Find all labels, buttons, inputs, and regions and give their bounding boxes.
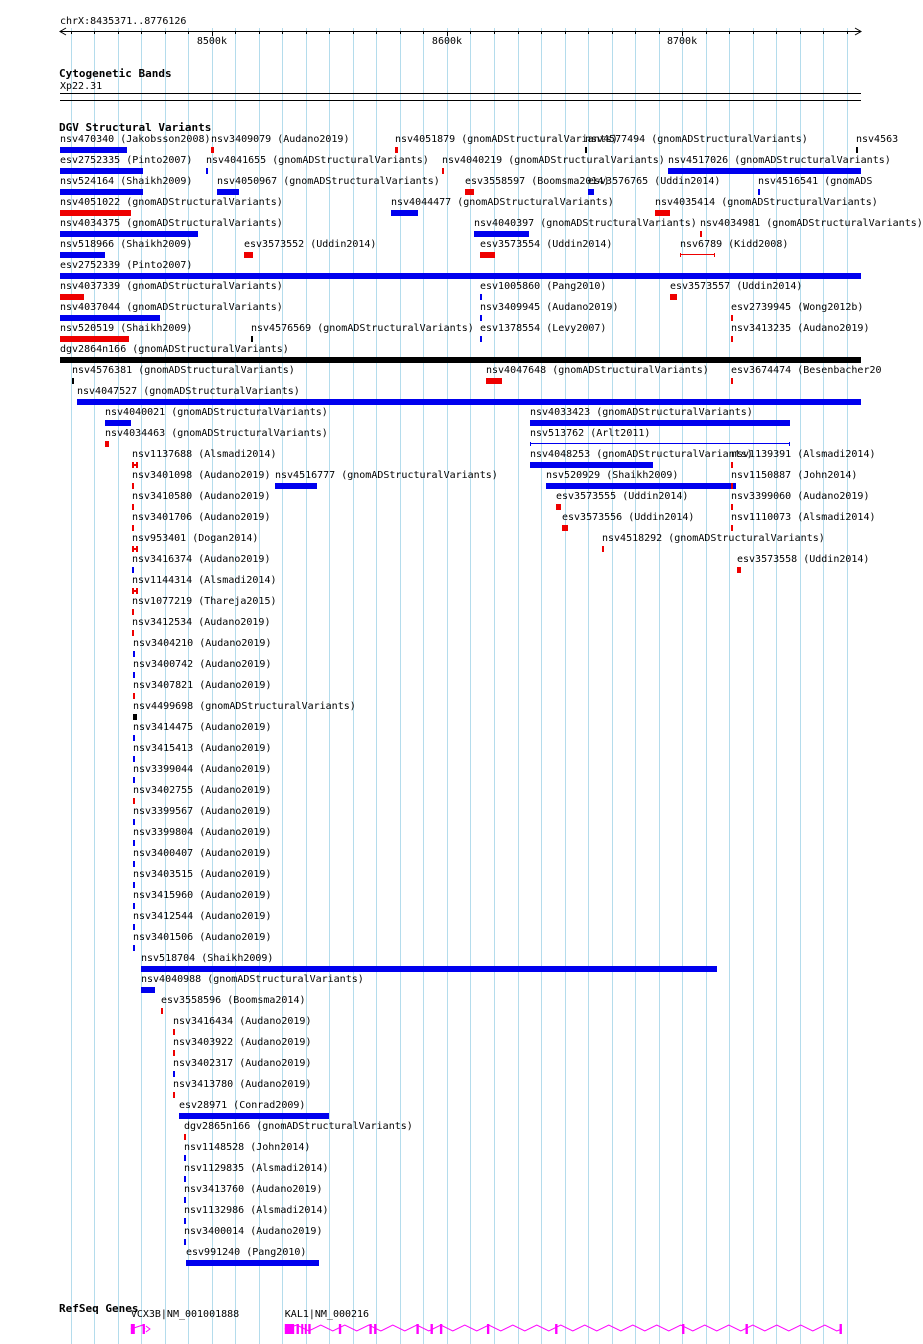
variant-label[interactable]: nsv518704 (Shaikh2009) bbox=[141, 953, 274, 964]
gene-exon bbox=[339, 1324, 341, 1334]
variant-label[interactable]: nsv4035414 (gnomADStructuralVariants) bbox=[655, 197, 878, 208]
variant-label[interactable]: nsv4040397 (gnomADStructuralVariants) bbox=[474, 218, 697, 229]
variant-bar[interactable] bbox=[474, 231, 529, 237]
variant-bar[interactable] bbox=[546, 483, 736, 489]
variant-bar[interactable] bbox=[731, 483, 733, 489]
variant-bar[interactable] bbox=[132, 630, 134, 636]
variant-label[interactable]: esv1005860 (Pang2010) bbox=[480, 281, 607, 292]
variant-bar[interactable] bbox=[132, 462, 138, 468]
variant-label[interactable]: nsv4576381 (gnomADStructuralVariants) bbox=[72, 365, 295, 376]
cytoband-bottom-line bbox=[60, 100, 861, 101]
variant-label[interactable]: nsv1139391 (Alsmadi2014) bbox=[731, 449, 876, 460]
variant-label[interactable]: nsv3415413 (Audano2019) bbox=[133, 743, 272, 754]
variant-bar[interactable] bbox=[211, 147, 214, 153]
variant-bar[interactable] bbox=[141, 966, 717, 972]
variant-label[interactable]: nsv1144314 (Alsmadi2014) bbox=[132, 575, 277, 586]
variant-label[interactable]: nsv3413780 (Audano2019) bbox=[173, 1079, 312, 1090]
variant-bar[interactable] bbox=[133, 840, 135, 846]
gene-exon bbox=[682, 1324, 684, 1334]
variant-bar[interactable] bbox=[480, 336, 482, 342]
variant-bar[interactable] bbox=[670, 294, 677, 300]
ruler-tick-label: 8600k bbox=[431, 36, 463, 47]
gene-exon bbox=[297, 1324, 299, 1334]
variant-label[interactable]: nsv3407821 (Audano2019) bbox=[133, 680, 272, 691]
variant-bar[interactable] bbox=[758, 189, 760, 195]
variant-bar[interactable] bbox=[60, 168, 143, 174]
variant-bar[interactable] bbox=[480, 252, 495, 258]
gene-exon bbox=[746, 1324, 748, 1334]
variant-bar[interactable] bbox=[133, 735, 135, 741]
cytoband-label: Xp22.31 bbox=[60, 81, 103, 92]
variant-bar[interactable] bbox=[700, 231, 702, 237]
variant-label[interactable]: esv3573557 (Uddin2014) bbox=[670, 281, 803, 292]
gene-exon bbox=[431, 1324, 433, 1334]
variant-label[interactable]: nsv3399044 (Audano2019) bbox=[133, 764, 272, 775]
variant-label[interactable]: nsv3412544 (Audano2019) bbox=[133, 911, 272, 922]
variant-label[interactable]: nsv4034375 (gnomADStructuralVariants) bbox=[60, 218, 283, 229]
variant-bar[interactable] bbox=[133, 819, 135, 825]
variant-bar[interactable] bbox=[668, 168, 861, 174]
variant-bar[interactable] bbox=[184, 1197, 186, 1203]
variant-label[interactable]: esv3573558 (Uddin2014) bbox=[737, 554, 870, 565]
variant-label[interactable]: nsv470340 (Jakobsson2008) bbox=[60, 134, 211, 145]
variant-bar[interactable] bbox=[731, 504, 733, 510]
variant-bar[interactable] bbox=[244, 252, 253, 258]
variant-label[interactable]: esv3576765 (Uddin2014) bbox=[588, 176, 721, 187]
gene-intron-line bbox=[285, 1325, 842, 1331]
gene-exon bbox=[308, 1324, 310, 1334]
variant-label[interactable]: nsv1077219 (Thareja2015) bbox=[132, 596, 277, 607]
gene-exon bbox=[487, 1324, 489, 1334]
variant-label[interactable]: esv3558597 (Boomsma2014) bbox=[465, 176, 610, 187]
variant-bar[interactable] bbox=[480, 294, 482, 300]
variant-bar[interactable] bbox=[530, 462, 653, 468]
variant-label[interactable]: nsv3401098 (Audano2019) bbox=[132, 470, 271, 481]
variant-bar[interactable] bbox=[486, 378, 502, 384]
variant-label[interactable]: esv3573552 (Uddin2014) bbox=[244, 239, 377, 250]
variant-bar[interactable] bbox=[186, 1260, 319, 1266]
gene-label: KAL1|NM_000216 bbox=[284, 1309, 370, 1320]
variant-bar[interactable] bbox=[60, 336, 129, 342]
variant-label[interactable]: nsv4518292 (gnomADStructuralVariants) bbox=[602, 533, 825, 544]
variant-label[interactable]: nsv520519 (Shaikh2009) bbox=[60, 323, 193, 334]
dgv-track-title[interactable]: DGV Structural Variants bbox=[59, 121, 212, 134]
variant-label[interactable]: esv3573554 (Uddin2014) bbox=[480, 239, 613, 250]
variant-label[interactable]: nsv3399804 (Audano2019) bbox=[133, 827, 272, 838]
variant-bar[interactable] bbox=[680, 253, 715, 257]
variant-label[interactable]: nsv3412534 (Audano2019) bbox=[132, 617, 271, 628]
variant-bar[interactable] bbox=[173, 1092, 175, 1098]
cytoband-band bbox=[0, 0, 890, 110]
variant-label[interactable]: nsv3403922 (Audano2019) bbox=[173, 1037, 312, 1048]
variant-label[interactable]: nsv4047527 (gnomADStructuralVariants) bbox=[77, 386, 300, 397]
variant-label[interactable]: nsv1150887 (John2014) bbox=[731, 470, 858, 481]
variant-label[interactable]: nsv4034981 (gnomADStructuralVariants) bbox=[700, 218, 923, 229]
variant-label[interactable]: nsv1110073 (Alsmadi2014) bbox=[731, 512, 876, 523]
variant-bar[interactable] bbox=[133, 924, 135, 930]
variant-bar[interactable] bbox=[465, 189, 474, 195]
strand-arrow-icon bbox=[146, 1326, 150, 1332]
variant-label[interactable]: dgv2864n166 (gnomADStructuralVariants) bbox=[60, 344, 289, 355]
variant-bar[interactable] bbox=[480, 315, 482, 321]
variant-label[interactable]: nsv4517026 (gnomADStructuralVariants) bbox=[668, 155, 891, 166]
variant-bar[interactable] bbox=[556, 504, 561, 510]
variant-label[interactable]: nsv3410580 (Audano2019) bbox=[132, 491, 271, 502]
variant-label[interactable]: nsv4041655 (gnomADStructuralVariants) bbox=[206, 155, 429, 166]
variant-bar[interactable] bbox=[161, 1008, 163, 1014]
variant-label[interactable]: esv991240 (Pang2010) bbox=[186, 1247, 307, 1258]
variant-label[interactable]: nsv3400407 (Audano2019) bbox=[133, 848, 272, 859]
variant-label[interactable]: nsv3402755 (Audano2019) bbox=[133, 785, 272, 796]
variant-label[interactable]: nsv3404210 (Audano2019) bbox=[133, 638, 272, 649]
variant-label[interactable]: nsv6789 (Kidd2008) bbox=[680, 239, 789, 250]
variant-bar[interactable] bbox=[133, 882, 135, 888]
variant-label[interactable]: nsv4050967 (gnomADStructuralVariants) bbox=[217, 176, 440, 187]
variant-bar[interactable] bbox=[395, 147, 398, 153]
variant-bar[interactable] bbox=[105, 441, 109, 447]
variant-label[interactable]: nsv1137688 (Alsmadi2014) bbox=[132, 449, 277, 460]
variant-bar[interactable] bbox=[133, 903, 135, 909]
variant-bar[interactable] bbox=[60, 189, 143, 195]
variant-label[interactable]: nsv4040219 (gnomADStructuralVariants) bbox=[442, 155, 665, 166]
variant-bar[interactable] bbox=[132, 609, 134, 615]
gene-exon bbox=[440, 1324, 442, 1334]
variant-label[interactable]: nsv3416434 (Audano2019) bbox=[173, 1016, 312, 1027]
variant-label[interactable]: esv3573555 (Uddin2014) bbox=[556, 491, 689, 502]
variant-bar[interactable] bbox=[251, 336, 253, 342]
gene-exon bbox=[131, 1324, 135, 1334]
variant-bar[interactable] bbox=[391, 210, 418, 216]
variant-label[interactable]: nsv4576569 (gnomADStructuralVariants) bbox=[251, 323, 474, 334]
variant-bar[interactable] bbox=[133, 861, 135, 867]
variant-bar[interactable] bbox=[132, 567, 134, 573]
variant-connector bbox=[134, 590, 136, 592]
variant-connector bbox=[134, 548, 136, 550]
variant-label[interactable]: nsv524164 (Shaikh2009) bbox=[60, 176, 193, 187]
variant-connector bbox=[134, 464, 136, 466]
variant-bar[interactable] bbox=[530, 442, 790, 446]
variant-bar[interactable] bbox=[133, 651, 135, 657]
variant-bar[interactable] bbox=[731, 525, 733, 531]
gene-exon bbox=[285, 1324, 294, 1334]
gene-exon bbox=[305, 1324, 307, 1334]
variant-bar[interactable] bbox=[133, 945, 135, 951]
variant-label[interactable]: esv3573556 (Uddin2014) bbox=[562, 512, 695, 523]
refseq-genes bbox=[0, 1304, 890, 1344]
variant-bar[interactable] bbox=[184, 1176, 186, 1182]
variant-connector bbox=[531, 443, 789, 444]
variant-bar[interactable] bbox=[72, 378, 74, 384]
variant-label[interactable]: nsv1132986 (Alsmadi2014) bbox=[184, 1205, 329, 1216]
variant-bar[interactable] bbox=[655, 210, 670, 216]
gene-exon bbox=[555, 1324, 557, 1334]
variant-bar[interactable] bbox=[173, 1050, 175, 1056]
variant-bar[interactable] bbox=[132, 546, 138, 552]
variant-label[interactable]: esv2752335 (Pinto2007) bbox=[60, 155, 193, 166]
variant-label[interactable]: nsv3401506 (Audano2019) bbox=[133, 932, 272, 943]
variant-label[interactable]: nsv4499698 (gnomADStructuralVariants) bbox=[133, 701, 356, 712]
cytoband-top-line bbox=[60, 93, 861, 94]
variant-label[interactable]: nsv3401706 (Audano2019) bbox=[132, 512, 271, 523]
gene-exon bbox=[840, 1324, 842, 1334]
variant-bar[interactable] bbox=[141, 987, 155, 993]
variant-bar[interactable] bbox=[132, 504, 134, 510]
variant-bar[interactable] bbox=[77, 399, 861, 405]
variant-bar[interactable] bbox=[133, 798, 135, 804]
variant-label[interactable]: nsv518966 (Shaikh2009) bbox=[60, 239, 193, 250]
variant-label[interactable]: nsv3399567 (Audano2019) bbox=[133, 806, 272, 817]
region-label: chrX:8435371..8776126 bbox=[60, 16, 187, 27]
variant-label[interactable]: esv3558596 (Boomsma2014) bbox=[161, 995, 306, 1006]
variant-label[interactable]: esv1378554 (Levy2007) bbox=[480, 323, 607, 334]
variant-label[interactable]: nsv3413760 (Audano2019) bbox=[184, 1184, 323, 1195]
variant-label[interactable]: esv28971 (Conrad2009) bbox=[179, 1100, 306, 1111]
variant-label[interactable]: nsv4051879 (gnomADStructuralVariants) bbox=[395, 134, 618, 145]
variant-label[interactable]: nsv4037339 (gnomADStructuralVariants) bbox=[60, 281, 283, 292]
variant-bar[interactable] bbox=[173, 1071, 175, 1077]
variant-bar[interactable] bbox=[60, 210, 131, 216]
variant-label[interactable]: nsv4048253 (gnomADStructuralVariants) bbox=[530, 449, 753, 460]
variant-label[interactable]: nsv4051022 (gnomADStructuralVariants) bbox=[60, 197, 283, 208]
variant-bar[interactable] bbox=[132, 483, 134, 489]
variant-label[interactable]: nsv3400014 (Audano2019) bbox=[184, 1226, 323, 1237]
variant-label[interactable]: nsv3415960 (Audano2019) bbox=[133, 890, 272, 901]
variant-label[interactable]: nsv4040988 (gnomADStructuralVariants) bbox=[141, 974, 364, 985]
ruler-tick-label: 8500k bbox=[196, 36, 227, 47]
variant-bar[interactable] bbox=[856, 147, 858, 153]
variant-label[interactable]: nsv4033423 (gnomADStructuralVariants) bbox=[530, 407, 753, 418]
gene-exon bbox=[416, 1324, 418, 1334]
variant-label[interactable]: nsv3403515 (Audano2019) bbox=[133, 869, 272, 880]
variant-bar[interactable] bbox=[60, 357, 861, 363]
variant-bar[interactable] bbox=[602, 546, 604, 552]
refseq-track-title[interactable]: RefSeq Genes bbox=[59, 1302, 139, 1315]
variant-label[interactable]: nsv3409079 (Audano2019) bbox=[211, 134, 350, 145]
gene-exon bbox=[369, 1324, 371, 1334]
variant-bar[interactable] bbox=[133, 714, 137, 720]
variant-bar[interactable] bbox=[585, 147, 587, 153]
gene-exon bbox=[301, 1324, 303, 1334]
variant-connector bbox=[681, 254, 714, 255]
variant-label[interactable]: nsv4516777 (gnomADStructuralVariants) bbox=[275, 470, 498, 481]
variant-bar[interactable] bbox=[442, 168, 444, 174]
variant-bar[interactable] bbox=[60, 231, 198, 237]
gene-exon bbox=[374, 1324, 376, 1334]
variant-bar[interactable] bbox=[133, 756, 135, 762]
variant-bar[interactable] bbox=[60, 252, 105, 258]
variant-bar[interactable] bbox=[530, 420, 790, 426]
variant-label[interactable]: nsv520929 (Shaikh2009) bbox=[546, 470, 679, 481]
variant-label[interactable]: nsv3416374 (Audano2019) bbox=[132, 554, 271, 565]
variant-label[interactable]: nsv3413235 (Audano2019) bbox=[731, 323, 870, 334]
variant-label[interactable]: nsv953401 (Dogan2014) bbox=[132, 533, 259, 544]
variant-bar[interactable] bbox=[132, 588, 138, 594]
variant-bar[interactable] bbox=[105, 420, 131, 426]
variant-bar[interactable] bbox=[60, 147, 127, 153]
variant-bar[interactable] bbox=[179, 1113, 329, 1119]
variant-label[interactable]: nsv4037044 (gnomADStructuralVariants) bbox=[60, 302, 283, 313]
variant-label[interactable]: nsv3402317 (Audano2019) bbox=[173, 1058, 312, 1069]
variant-bar[interactable] bbox=[731, 336, 733, 342]
ruler-tick-label: 8700k bbox=[666, 36, 698, 47]
variant-bar[interactable] bbox=[731, 462, 733, 468]
variant-label[interactable]: esv2752339 (Pinto2007) bbox=[60, 260, 193, 271]
variant-bar[interactable] bbox=[731, 315, 733, 321]
variant-bar[interactable] bbox=[60, 315, 160, 321]
variant-label[interactable]: nsv3414475 (Audano2019) bbox=[133, 722, 272, 733]
variant-label[interactable]: nsv4044477 (gnomADStructuralVariants) bbox=[391, 197, 614, 208]
variant-bar[interactable] bbox=[275, 483, 317, 489]
variant-bar[interactable] bbox=[184, 1155, 186, 1161]
variant-label[interactable]: esv2739945 (Wong2012b) bbox=[731, 302, 864, 313]
variant-label[interactable]: nsv3400742 (Audano2019) bbox=[133, 659, 272, 670]
variant-bar[interactable] bbox=[173, 1029, 175, 1035]
variant-bar[interactable] bbox=[133, 693, 135, 699]
variant-label[interactable]: esv3674474 (Besenbacher20 bbox=[731, 365, 882, 376]
variant-bar[interactable] bbox=[60, 294, 84, 300]
variant-label[interactable]: nsv4047648 (gnomADStructuralVariants) bbox=[486, 365, 709, 376]
variant-label[interactable]: nsv1148528 (John2014) bbox=[184, 1142, 311, 1153]
variant-label[interactable]: dgv2865n166 (gnomADStructuralVariants) bbox=[184, 1121, 413, 1132]
variant-label[interactable]: nsv3409945 (Audano2019) bbox=[480, 302, 619, 313]
variant-bar[interactable] bbox=[731, 378, 733, 384]
variant-bar[interactable] bbox=[588, 189, 594, 195]
variant-bar[interactable] bbox=[60, 273, 861, 279]
variant-label[interactable]: nsv4577494 (gnomADStructuralVariants) bbox=[585, 134, 808, 145]
variant-label[interactable]: nsv1129835 (Alsmadi2014) bbox=[184, 1163, 329, 1174]
variant-label[interactable]: nsv513762 (Arlt2011) bbox=[530, 428, 651, 439]
variant-bar[interactable] bbox=[184, 1239, 186, 1245]
variant-label[interactable]: nsv4563 bbox=[856, 134, 899, 145]
variant-label[interactable]: nsv4516541 (gnomADS bbox=[758, 176, 873, 187]
variant-label[interactable]: nsv3399060 (Audano2019) bbox=[731, 491, 870, 502]
variant-bar[interactable] bbox=[737, 567, 741, 573]
variant-bar[interactable] bbox=[184, 1134, 186, 1140]
variant-bar[interactable] bbox=[206, 168, 208, 174]
variant-bar[interactable] bbox=[133, 777, 135, 783]
variant-bar[interactable] bbox=[133, 672, 135, 678]
gene-exon bbox=[143, 1324, 145, 1334]
variant-label[interactable]: nsv4034463 (gnomADStructuralVariants) bbox=[105, 428, 328, 439]
variant-bar[interactable] bbox=[184, 1218, 186, 1224]
variant-label[interactable]: nsv4040021 (gnomADStructuralVariants) bbox=[105, 407, 328, 418]
variant-bar[interactable] bbox=[562, 525, 568, 531]
variant-bar[interactable] bbox=[217, 189, 239, 195]
cytoband-track-title[interactable]: Cytogenetic Bands bbox=[59, 67, 172, 80]
variant-bar[interactable] bbox=[132, 525, 134, 531]
gene-label: VCX3B|NM_001001888 bbox=[130, 1309, 240, 1320]
